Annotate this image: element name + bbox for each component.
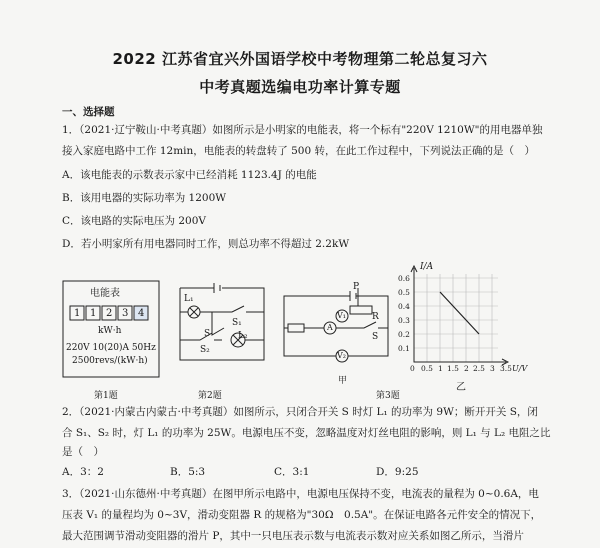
meter-digit: 1 bbox=[74, 308, 81, 319]
graph-xtick: 3 bbox=[490, 364, 495, 373]
q2-option-d: D．9:25 bbox=[376, 466, 419, 478]
q2-option-a: A．3：2 bbox=[62, 466, 104, 478]
rheostat-r-icon bbox=[350, 306, 372, 314]
q1-option-d: D．若小明家所有用电器同时工作，则总功率不得超过 2.2kW bbox=[62, 238, 350, 250]
graph-xtick: 2 bbox=[464, 364, 469, 373]
figure2-caption: 第2题 bbox=[198, 391, 222, 401]
switch-s2-icon bbox=[180, 333, 222, 340]
figure3-caption: 第3题 bbox=[376, 391, 400, 401]
graph-grid bbox=[414, 274, 498, 362]
meter-digit: 4 bbox=[138, 308, 145, 319]
graph-xtick: 0.5 bbox=[421, 364, 433, 373]
graph-xtick: 2.5 bbox=[473, 364, 485, 373]
q1-option-b: B．该用电器的实际功率为 1200W bbox=[62, 192, 227, 204]
graph-ytick: 0.2 bbox=[398, 330, 410, 339]
switch-s-icon bbox=[348, 322, 388, 328]
fig3-label-v2: V₂ bbox=[337, 351, 346, 360]
graph-xtick: 1 bbox=[438, 364, 443, 373]
fig3-label-r: R bbox=[372, 312, 379, 322]
figure1-caption: 第1题 bbox=[94, 391, 118, 401]
graph-xtick: 1.5 bbox=[447, 364, 459, 373]
q3-line2: 压表 V₁ 的量程均为 0~3V，滑动变阻器 R 的规格为"30Ω 0.5A"。在保证电路各元件安全的情况下， bbox=[62, 509, 542, 521]
q1-line1: 1．（2021·辽宁鞍山·中考真题）如图所示是小明家的电能表，将一个标有"220V 1210W"的用电器单独 bbox=[62, 124, 543, 136]
fig3-label-a: A bbox=[327, 323, 333, 332]
q2-line1: 2．（2021·内蒙古内蒙古·中考真题）如图所示，只闭合开关 S 时灯 L₁ 的功率为 9W；断开开关 S，闭 bbox=[62, 406, 538, 418]
fig3-label-jia: 甲 bbox=[338, 376, 348, 386]
meter-digit: 1 bbox=[90, 308, 97, 319]
resistor-icon bbox=[288, 324, 304, 332]
graph-ytick: 0.3 bbox=[398, 316, 410, 325]
graph-label-yi: 乙 bbox=[456, 382, 466, 393]
meter-digit: 3 bbox=[122, 308, 129, 319]
document-title-line2: 中考真题选编电功率计算专题 bbox=[199, 78, 401, 96]
graph-ylabel: I/A bbox=[420, 262, 434, 272]
fig3-label-v1: V₁ bbox=[337, 311, 346, 320]
q3-line3: 最大范围调节滑动变阻器的滑片 P，其中一只电压表示数与电流表示数对应关系如图乙所示，当滑片 bbox=[62, 530, 524, 542]
fig3-label-p: P bbox=[353, 282, 360, 292]
graph-ytick: 0.1 bbox=[398, 344, 410, 353]
q1-option-c: C．该电路的实际电压为 200V bbox=[62, 215, 206, 227]
q3-line1: 3．（2021·山东德州·中考真题）在图甲所示电路中，电源电压保持不变，电流表的量程为 0~0.6A，电 bbox=[62, 488, 539, 500]
graph-ytick: 0.6 bbox=[398, 274, 410, 283]
q2-option-c: C．3:1 bbox=[274, 466, 310, 478]
q2-option-b: B．5:3 bbox=[170, 466, 206, 478]
meter-spec1: 220V 10(20)A 50Hz bbox=[66, 343, 156, 353]
fig2-label-s2: S₂ bbox=[200, 345, 210, 355]
q1-line2: 接入家庭电路中工作 12min，电能表的转盘转了 500 转，在此工作过程中，下列说法正确的是（ ） bbox=[62, 145, 535, 157]
fig2-label-s: S bbox=[204, 329, 211, 339]
meter-title: 电能表 bbox=[90, 288, 120, 299]
document-title-line1: 2022 江苏省宜兴外国语学校中考物理第二轮总复习六 bbox=[112, 50, 488, 68]
graph-ytick: 0.4 bbox=[398, 302, 410, 311]
meter-unit: kW·h bbox=[98, 326, 122, 336]
switch-s-icon bbox=[212, 312, 224, 335]
meter-digit: 2 bbox=[106, 308, 113, 319]
fig3-label-s: S bbox=[372, 332, 379, 342]
graph-xtick: 0 bbox=[410, 364, 415, 373]
section-heading: 一、选择题 bbox=[62, 106, 115, 118]
fig2-label-s1: S₁ bbox=[232, 318, 242, 328]
graph-xtick: 3.5 bbox=[500, 364, 512, 373]
q2-line2: 合 S₁、S₂ 时，灯 L₁ 的功率为 25W。电源电压不变，忽略温度对灯丝电阻的影响，则 L₁ 与 L₂ 电阻之比 bbox=[62, 427, 551, 439]
graph-ytick: 0.5 bbox=[398, 288, 410, 297]
graph-xlabel: U/V bbox=[512, 364, 528, 373]
fig2-label-l2: L₂ bbox=[238, 331, 248, 341]
fig2-label-l1: L₁ bbox=[184, 294, 194, 304]
graph-line-data bbox=[440, 292, 479, 334]
q1-option-a: A．该电能表的示数表示家中已经消耗 1123.4J 的电能 bbox=[62, 169, 317, 181]
q2-line3: 是（ ） bbox=[62, 446, 104, 458]
meter-spec2: 2500revs/(kW·h) bbox=[72, 356, 148, 366]
